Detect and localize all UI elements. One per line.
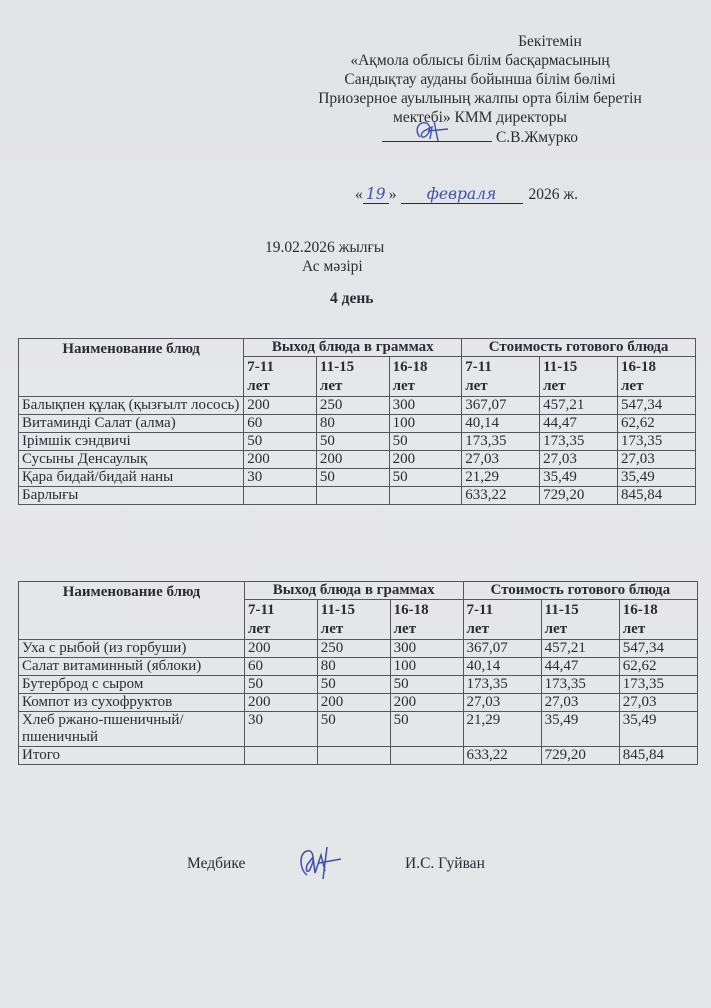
- age-unit: лет: [247, 378, 270, 394]
- cost-value: 27,03: [540, 451, 618, 469]
- cost-value: 367,07: [463, 640, 541, 658]
- header-age-group: [390, 600, 463, 640]
- yield-grams: 300: [389, 397, 462, 415]
- yield-grams: 80: [316, 415, 389, 433]
- empty-cell: [317, 747, 390, 765]
- age-unit: лет: [320, 621, 344, 637]
- header-age-group: [619, 600, 697, 640]
- total-row: [19, 747, 698, 765]
- yield-grams: 50: [316, 469, 389, 487]
- total-cost: 633,22: [463, 747, 541, 765]
- yield-grams: 200: [389, 451, 462, 469]
- yield-grams: 300: [390, 640, 463, 658]
- yield-grams: 50: [244, 433, 317, 451]
- dish-name: Уха с рыбой (из горбуши): [19, 640, 245, 658]
- total-cost: 845,84: [619, 747, 697, 765]
- total-label: Барлығы: [19, 487, 244, 505]
- age-range: 11-15: [543, 359, 578, 375]
- header-age-group: [389, 357, 462, 397]
- table-row: [19, 469, 696, 487]
- total-cost: 729,20: [540, 487, 618, 505]
- cost-value: 21,29: [462, 469, 540, 487]
- table-row: [19, 433, 696, 451]
- approval-line: мектебі» КММ директоры: [393, 109, 567, 126]
- header-dish-name: Наименование блюд: [19, 582, 245, 640]
- header-age-group: [244, 600, 317, 640]
- date-year: 2026 ж.: [528, 186, 578, 203]
- cost-value: 547,34: [619, 640, 697, 658]
- yield-grams: 250: [316, 397, 389, 415]
- yield-grams: 200: [316, 451, 389, 469]
- cost-value: 35,49: [540, 469, 618, 487]
- cost-value: 27,03: [541, 694, 619, 712]
- cost-value: 40,14: [462, 415, 540, 433]
- age-range: 16-18: [393, 602, 429, 618]
- director-name: С.В.Жмурко: [495, 129, 579, 146]
- header-age-group: [244, 357, 317, 397]
- date-month: февраля: [401, 185, 523, 204]
- yield-grams: 60: [244, 415, 317, 433]
- age-unit: лет: [622, 621, 646, 637]
- dish-name: Ірімшік сэндвичі: [19, 433, 244, 451]
- dish-name: Витаминді Салат (алма): [19, 415, 244, 433]
- cost-value: 457,21: [540, 397, 618, 415]
- dish-name: Бутерброд с сыром: [19, 676, 245, 694]
- cost-value: 40,14: [463, 658, 541, 676]
- header-age-group: [317, 600, 390, 640]
- total-label: Итого: [19, 747, 245, 765]
- header-cost: Стоимость готового блюда: [463, 582, 697, 600]
- yield-grams: 50: [390, 712, 463, 747]
- dish-name: Хлеб ржано-пшеничный/пшеничный: [19, 712, 245, 747]
- cost-value: 457,21: [541, 640, 619, 658]
- yield-grams: 200: [244, 640, 317, 658]
- cost-value: 27,03: [618, 451, 696, 469]
- header-age-group: [316, 357, 389, 397]
- director-signature-line: [285, 127, 675, 147]
- approval-line: Сандықтау ауданы бойынша білім бөлімі: [344, 71, 616, 88]
- header-age-group: [540, 357, 618, 397]
- medic-name: И.С. Гуйван: [405, 855, 485, 872]
- cost-value: 27,03: [463, 694, 541, 712]
- age-unit: лет: [465, 378, 488, 394]
- table-row: [19, 694, 698, 712]
- signature-underline: [382, 127, 492, 142]
- cost-value: 44,47: [540, 415, 618, 433]
- header-dish-name: Наименование блюд: [19, 339, 244, 397]
- header-yield: Выход блюда в граммах: [244, 339, 462, 357]
- quote-open: «: [355, 186, 363, 203]
- header-cost: Стоимость готового блюда: [462, 339, 696, 357]
- empty-cell: [244, 747, 317, 765]
- date-day: 19: [363, 185, 389, 204]
- empty-cell: [389, 487, 462, 505]
- cost-value: 21,29: [463, 712, 541, 747]
- yield-grams: 50: [389, 469, 462, 487]
- age-range: 11-15: [319, 359, 355, 375]
- yield-grams: 60: [244, 658, 317, 676]
- cost-value: 62,62: [619, 658, 697, 676]
- medic-signature-icon: [295, 843, 345, 883]
- age-range: 16-18: [621, 359, 657, 375]
- director-signature-icon: [412, 117, 452, 143]
- header-age-group: [462, 357, 540, 397]
- age-range: 11-15: [544, 602, 579, 618]
- quote-close: »: [388, 186, 397, 203]
- age-unit: лет: [543, 378, 566, 394]
- yield-grams: 50: [390, 676, 463, 694]
- age-range: 16-18: [622, 602, 658, 618]
- approval-date: [355, 185, 578, 204]
- yield-grams: 80: [317, 658, 390, 676]
- cost-value: 173,35: [541, 676, 619, 694]
- header-yield: Выход блюда в граммах: [244, 582, 463, 600]
- empty-cell: [390, 747, 463, 765]
- yield-grams: 50: [244, 676, 317, 694]
- age-range: 7-11: [247, 359, 274, 375]
- yield-grams: 50: [389, 433, 462, 451]
- cost-value: 173,35: [462, 433, 540, 451]
- cost-value: 35,49: [618, 469, 696, 487]
- yield-grams: 50: [317, 676, 390, 694]
- menu-title: Ас мәзірі: [302, 258, 363, 275]
- approval-line: «Ақмола облысы білім басқармасының: [350, 52, 610, 69]
- cost-value: 35,49: [541, 712, 619, 747]
- age-unit: лет: [247, 621, 271, 637]
- age-range: 16-18: [392, 359, 428, 375]
- menu-table-kazakh: [18, 338, 696, 505]
- age-range: 11-15: [320, 602, 355, 618]
- cost-value: 27,03: [462, 451, 540, 469]
- age-unit: лет: [393, 621, 417, 637]
- age-range: 7-11: [466, 602, 494, 618]
- cost-value: 367,07: [462, 397, 540, 415]
- cost-value: 44,47: [541, 658, 619, 676]
- yield-grams: 200: [244, 451, 317, 469]
- total-cost: 633,22: [462, 487, 540, 505]
- medic-role: Медбике: [187, 855, 246, 872]
- header-age-group: [618, 357, 696, 397]
- table-row: [19, 397, 696, 415]
- cost-value: 173,35: [619, 676, 697, 694]
- cost-value: 173,35: [463, 676, 541, 694]
- yield-grams: 200: [317, 694, 390, 712]
- cost-value: 27,03: [619, 694, 697, 712]
- age-range: 7-11: [465, 359, 492, 375]
- total-cost: 729,20: [541, 747, 619, 765]
- table-row: [19, 415, 696, 433]
- cost-value: 173,35: [540, 433, 618, 451]
- empty-cell: [316, 487, 389, 505]
- dish-name: Қара бидай/бидай наны: [19, 469, 244, 487]
- cost-value: 62,62: [618, 415, 696, 433]
- table-row: [19, 676, 698, 694]
- age-unit: лет: [319, 378, 343, 394]
- dish-name: Салат витаминный (яблоки): [19, 658, 245, 676]
- age-unit: лет: [621, 378, 644, 394]
- cost-value: 547,34: [618, 397, 696, 415]
- age-unit: лет: [466, 621, 489, 637]
- approval-heading: Бекітемін: [518, 33, 582, 50]
- yield-grams: 30: [244, 712, 317, 747]
- age-unit: лет: [392, 378, 416, 394]
- yield-grams: 200: [244, 397, 317, 415]
- dish-name: Балықпен құлақ (қызғылт лосось): [19, 397, 244, 415]
- table-row: [19, 640, 698, 658]
- table-row: [19, 658, 698, 676]
- table-row: [19, 712, 698, 747]
- yield-grams: 50: [317, 712, 390, 747]
- age-unit: лет: [544, 621, 568, 637]
- header-age-group: [541, 600, 619, 640]
- yield-grams: 50: [316, 433, 389, 451]
- dish-name: Сусыны Денсаулық: [19, 451, 244, 469]
- approval-block: [285, 32, 675, 147]
- header-age-group: [463, 600, 541, 640]
- age-range: 7-11: [247, 602, 275, 618]
- yield-grams: 200: [244, 694, 317, 712]
- cost-value: 173,35: [618, 433, 696, 451]
- total-cost: 845,84: [618, 487, 696, 505]
- yield-grams: 30: [244, 469, 317, 487]
- total-row: [19, 487, 696, 505]
- menu-day: 4 день: [330, 290, 374, 307]
- yield-grams: 100: [389, 415, 462, 433]
- yield-grams: 200: [390, 694, 463, 712]
- dish-name: Компот из сухофруктов: [19, 694, 245, 712]
- table-row: [19, 451, 696, 469]
- approval-line: Приозерное ауылының жалпы орта білім беретін: [318, 90, 642, 107]
- yield-grams: 100: [390, 658, 463, 676]
- cost-value: 35,49: [619, 712, 697, 747]
- menu-date: 19.02.2026 жылғы: [265, 239, 385, 256]
- yield-grams: 250: [317, 640, 390, 658]
- menu-table-russian: [18, 581, 698, 765]
- empty-cell: [244, 487, 317, 505]
